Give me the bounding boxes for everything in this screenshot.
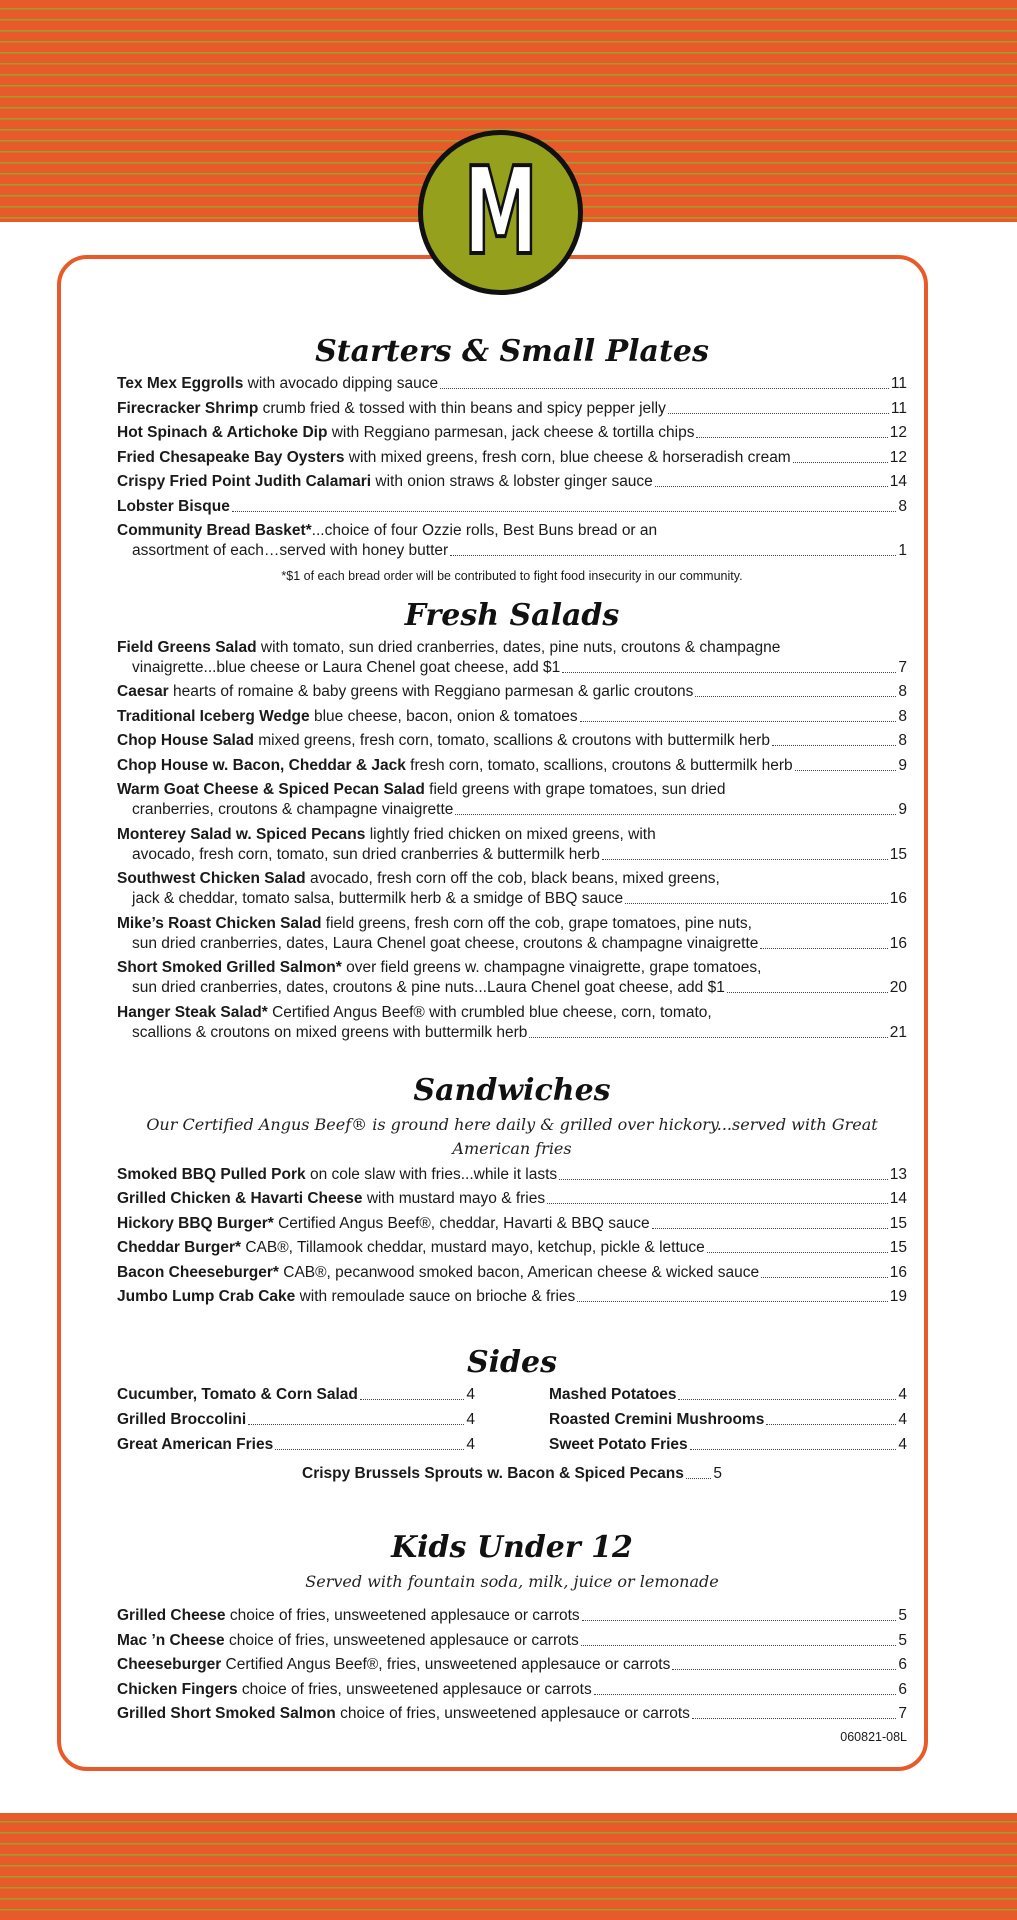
dot-leader	[672, 1655, 896, 1670]
menu-item	[117, 1003, 907, 1043]
item-name: Grilled Chicken & Havarti Cheese	[117, 1190, 363, 1207]
menu-item	[117, 958, 907, 998]
dot-leader	[761, 1263, 888, 1278]
item-name: Fried Chesapeake Bay Oysters	[117, 448, 345, 466]
item-line	[117, 1214, 907, 1234]
item-text	[117, 1410, 246, 1430]
dot-leader	[275, 1435, 464, 1450]
item-line	[549, 1410, 907, 1430]
item-description: avocado, fresh corn, tomato, sun dried cranberries & buttermilk herb	[132, 845, 600, 863]
item-line	[117, 399, 907, 419]
item-description: Certified Angus Beef®, fries, unsweetened applesauce or carrots	[221, 1656, 671, 1673]
menu-code: 060821-08L	[840, 1729, 907, 1744]
menu-item	[117, 1704, 907, 1724]
item-description: crumb fried & tossed with thin beans and spicy pepper jelly	[258, 399, 666, 417]
item-name: Grilled Cheese	[117, 1607, 226, 1624]
sandwiches-section	[117, 1069, 907, 1308]
item-description: avocado, fresh corn off the cob, black beans, mixed greens,	[305, 870, 720, 887]
item-description: choice of fries, unsweetened applesauce or carrots	[224, 1631, 579, 1649]
item-line	[117, 756, 907, 776]
item-line	[117, 958, 907, 978]
item-description: blue cheese, bacon, onion & tomatoes	[309, 707, 578, 725]
item-line	[117, 780, 907, 800]
item-line	[117, 423, 907, 443]
menu-item	[117, 825, 907, 865]
menu-item	[117, 1680, 907, 1700]
item-description: mixed greens, fresh corn, tomato, scallions & croutons with buttermilk herb	[253, 732, 770, 749]
item-line	[117, 1385, 475, 1405]
item-price: 1	[898, 542, 907, 559]
item-line	[117, 541, 907, 561]
item-name: Monterey Salad w. Spiced Pecans	[117, 825, 366, 843]
item-price: 4	[466, 1436, 475, 1453]
item-line	[117, 914, 907, 934]
kids-title: Kids Under 12	[391, 1530, 633, 1565]
sides-section	[117, 1341, 907, 1484]
sides-title: Sides	[466, 1345, 557, 1380]
item-text	[132, 658, 560, 678]
item-description: sun dried cranberries, dates, Laura Chenel goat cheese, croutons & champagne vinaigrette	[132, 934, 759, 952]
item-description: choice of fries, unsweetened applesauce or carrots	[225, 1607, 580, 1624]
item-description: ...choice of four Ozzie rolls, Best Buns bread or an	[311, 522, 658, 539]
menu-item	[117, 423, 907, 443]
item-text	[117, 399, 666, 419]
menu-item	[117, 1631, 907, 1651]
item-description: with onion straws & lobster ginger sauce	[371, 473, 653, 490]
item-name: Field Greens Salad	[117, 638, 257, 656]
item-price: 21	[889, 1023, 907, 1041]
kids-section	[117, 1526, 907, 1745]
item-name: Traditional Iceberg Wedge	[117, 707, 310, 725]
item-name: Grilled Short Smoked Salmon	[117, 1705, 336, 1722]
item-text	[117, 374, 438, 394]
item-line	[117, 1680, 907, 1700]
item-line	[117, 731, 907, 751]
item-price: 4	[466, 1411, 475, 1428]
menu-item	[117, 1435, 475, 1455]
menu-item	[117, 731, 907, 751]
item-name: Community Bread Basket*	[117, 522, 312, 539]
sandwiches-subtitle: Our Certified Angus Beef® is ground here daily & grilled over hickory...served with Great American fries	[146, 1114, 878, 1158]
dot-leader	[695, 682, 896, 697]
sides-grid	[117, 1385, 907, 1460]
dot-leader	[760, 934, 887, 949]
menu-item	[117, 472, 907, 492]
item-text	[117, 731, 770, 751]
item-name: Cheeseburger	[117, 1656, 222, 1673]
item-description: over field greens w. champagne vinaigrette, grape tomatoes,	[341, 959, 762, 976]
menu-item	[117, 1655, 907, 1675]
menu-item	[117, 1287, 907, 1307]
item-line	[117, 934, 907, 954]
sandwiches-title: Sandwiches	[413, 1072, 611, 1108]
menu-item	[117, 1189, 907, 1209]
item-line	[117, 1410, 475, 1430]
dot-leader	[686, 1464, 711, 1479]
item-line	[117, 889, 907, 909]
dot-leader	[529, 1023, 887, 1038]
item-line	[117, 845, 907, 865]
dot-leader	[692, 1704, 896, 1719]
item-price: 5	[898, 1631, 907, 1649]
menu-item	[117, 780, 907, 820]
menu-item	[549, 1435, 907, 1455]
item-description: fresh corn, tomato, scallions, croutons & buttermilk herb	[405, 756, 793, 774]
logo-letter: M	[463, 142, 538, 282]
item-name: Cheddar Burger*	[117, 1239, 242, 1256]
item-name: Chop House w. Bacon, Cheddar & Jack	[117, 756, 406, 774]
item-description: hearts of romaine & baby greens with Reggiano parmesan & garlic croutons	[168, 683, 694, 700]
item-text	[132, 845, 600, 865]
item-name: Lobster Bisque	[117, 497, 230, 515]
item-text	[117, 914, 752, 934]
menu-item	[117, 497, 907, 517]
item-text	[117, 1704, 690, 1724]
item-text	[117, 707, 578, 727]
item-line	[117, 374, 907, 394]
menu-content	[117, 330, 907, 1745]
item-text	[117, 497, 230, 517]
item-name: Mac ’n Cheese	[117, 1631, 225, 1649]
dot-leader	[690, 1435, 897, 1450]
item-price: 5	[713, 1465, 722, 1482]
item-name: Hickory BBQ Burger*	[117, 1214, 274, 1232]
item-line	[117, 978, 907, 998]
item-price: 8	[898, 732, 907, 749]
item-name: Warm Goat Cheese & Spiced Pecan Salad	[117, 781, 425, 798]
kids-subtitle: Served with fountain soda, milk, juice or lemonade	[305, 1572, 719, 1591]
item-text	[549, 1410, 764, 1430]
item-text	[117, 1263, 759, 1283]
item-name: Southwest Chicken Salad	[117, 870, 306, 887]
item-line	[117, 1238, 907, 1258]
item-name: Hot Spinach & Artichoke Dip	[117, 424, 328, 441]
item-price: 16	[889, 1263, 907, 1281]
item-price: 7	[898, 1705, 907, 1722]
item-name: Crispy Fried Point Judith Calamari	[117, 473, 372, 490]
item-description: with mustard mayo & fries	[362, 1190, 546, 1207]
item-price: 15	[889, 845, 907, 863]
menu-item	[117, 1410, 475, 1430]
kids-list	[117, 1606, 907, 1724]
item-description: scallions & croutons on mixed greens with buttermilk herb	[132, 1023, 528, 1041]
item-description: vinaigrette...blue cheese or Laura Chenel goat cheese, add $1	[132, 658, 561, 676]
item-text	[117, 958, 761, 978]
dot-leader	[450, 541, 896, 556]
item-price: 4	[898, 1411, 907, 1428]
dot-leader	[727, 978, 888, 993]
menu-item	[117, 638, 907, 678]
item-description: lightly fried chicken on mixed greens, with	[365, 825, 656, 843]
item-name: Chop House Salad	[117, 732, 254, 749]
item-text	[117, 472, 653, 492]
item-description: assortment of each…served with honey butter	[132, 542, 449, 559]
item-price: 7	[898, 658, 907, 676]
item-text	[117, 1435, 273, 1455]
item-line	[117, 869, 907, 889]
item-text	[132, 889, 623, 909]
item-price: 8	[898, 707, 907, 725]
item-name: Mike’s Roast Chicken Salad	[117, 914, 322, 932]
item-price: 4	[466, 1386, 475, 1403]
item-line	[117, 472, 907, 492]
menu-item	[117, 1214, 907, 1234]
dot-leader	[455, 800, 896, 815]
item-text	[132, 1023, 527, 1043]
item-price: 14	[889, 473, 907, 490]
item-price: 12	[889, 448, 907, 466]
item-line	[117, 521, 907, 541]
menu-item	[117, 448, 907, 468]
menu-item	[302, 1464, 722, 1484]
item-description: with tomato, sun dried cranberries, dates, pine nuts, croutons & champagne	[256, 638, 781, 656]
item-name: Caesar	[117, 683, 169, 700]
item-text	[117, 1003, 712, 1023]
dot-leader	[772, 731, 896, 746]
item-text	[549, 1435, 688, 1455]
item-price: 16	[889, 934, 907, 952]
item-name: Sweet Potato Fries	[549, 1436, 688, 1453]
item-description: sun dried cranberries, dates, croutons & pine nuts...Laura Chenel goat cheese, add $1	[132, 979, 725, 996]
item-description: field greens, fresh corn off the cob, grape tomatoes, pine nuts,	[321, 914, 752, 932]
menu-item	[117, 521, 907, 561]
item-text	[117, 1606, 580, 1626]
bread-donation-note: *$1 of each bread order will be contributed to fight food insecurity in our community.	[281, 568, 743, 583]
item-name: Short Smoked Grilled Salmon*	[117, 959, 342, 976]
dot-leader	[232, 497, 897, 512]
dot-leader	[594, 1680, 897, 1695]
item-price: 6	[898, 1656, 907, 1673]
item-description: on cole slaw with fries...while it lasts	[305, 1165, 558, 1183]
item-name: Firecracker Shrimp	[117, 399, 259, 417]
sides-right-column	[549, 1385, 907, 1460]
item-line	[117, 1003, 907, 1023]
item-price: 6	[898, 1680, 907, 1698]
item-line	[117, 638, 907, 658]
menu-item	[117, 707, 907, 727]
menu-item	[117, 374, 907, 394]
item-text	[132, 978, 725, 998]
item-line	[117, 658, 907, 678]
dot-leader	[652, 1214, 888, 1229]
menu-item	[549, 1385, 907, 1405]
dot-leader	[696, 423, 887, 438]
item-description: Certified Angus Beef® with crumbled blue cheese, corn, tomato,	[267, 1003, 712, 1021]
item-line	[117, 707, 907, 727]
dot-leader	[582, 1606, 897, 1621]
item-price: 15	[889, 1239, 907, 1256]
item-line	[117, 1631, 907, 1651]
item-text	[117, 423, 694, 443]
item-name: Mashed Potatoes	[549, 1386, 677, 1403]
item-line	[117, 1023, 907, 1043]
item-price: 20	[889, 979, 907, 996]
dot-leader	[360, 1385, 465, 1400]
item-text	[117, 1238, 705, 1258]
item-line	[549, 1435, 907, 1455]
dot-leader	[562, 658, 896, 673]
sides-left-column	[117, 1385, 475, 1460]
item-description: CAB®, pecanwood smoked bacon, American cheese & wicked sauce	[278, 1263, 760, 1281]
item-line	[117, 825, 907, 845]
dot-leader	[678, 1385, 896, 1400]
item-name: Smoked BBQ Pulled Pork	[117, 1165, 306, 1183]
dot-leader	[766, 1410, 896, 1425]
dot-leader	[602, 845, 888, 860]
item-line	[117, 448, 907, 468]
item-price: 12	[889, 424, 907, 441]
dot-leader	[248, 1410, 464, 1425]
item-description: Certified Angus Beef®, cheddar, Havarti & BBQ sauce	[273, 1214, 650, 1232]
item-price: 4	[898, 1436, 907, 1453]
dot-leader	[625, 889, 888, 904]
item-line	[117, 1704, 907, 1724]
item-text	[549, 1385, 676, 1405]
menu-item	[117, 756, 907, 776]
item-description: choice of fries, unsweetened applesauce or carrots	[237, 1680, 592, 1698]
item-text	[117, 1385, 358, 1405]
item-price: 4	[898, 1386, 907, 1403]
item-text	[117, 1680, 592, 1700]
item-text	[117, 825, 656, 845]
item-text	[132, 800, 453, 820]
item-name: Jumbo Lump Crab Cake	[117, 1288, 296, 1305]
item-description: with remoulade sauce on brioche & fries	[295, 1288, 576, 1305]
salads-section	[117, 594, 907, 1043]
dot-leader	[795, 756, 897, 771]
menu-item	[117, 1263, 907, 1283]
item-price: 19	[889, 1288, 907, 1305]
dot-leader	[581, 1631, 897, 1646]
item-text	[117, 756, 793, 776]
item-description: field greens with grape tomatoes, sun dried	[424, 781, 726, 798]
item-line	[117, 1435, 475, 1455]
item-price: 11	[890, 399, 907, 417]
item-price: 13	[889, 1165, 907, 1183]
item-line	[117, 1606, 907, 1626]
menu-item	[549, 1410, 907, 1430]
item-description: CAB®, Tillamook cheddar, mustard mayo, ketchup, pickle & lettuce	[241, 1239, 705, 1256]
dot-leader	[547, 1189, 888, 1204]
item-price: 9	[898, 801, 907, 818]
item-text	[117, 638, 780, 658]
item-description: with avocado dipping sauce	[243, 375, 439, 392]
item-text	[117, 1287, 575, 1307]
item-price: 15	[889, 1214, 907, 1232]
item-line	[117, 497, 907, 517]
menu-item	[117, 1385, 475, 1405]
item-name: Great American Fries	[117, 1436, 274, 1453]
item-price: 8	[898, 683, 907, 700]
item-description: with mixed greens, fresh corn, blue cheese & horseradish cream	[344, 448, 791, 466]
item-text	[117, 682, 693, 702]
menu-item	[117, 869, 907, 909]
item-line	[117, 1189, 907, 1209]
item-name: Tex Mex Eggrolls	[117, 375, 244, 392]
item-name: Chicken Fingers	[117, 1680, 238, 1698]
item-line	[117, 800, 907, 820]
salads-list	[117, 638, 907, 1043]
dot-leader	[559, 1165, 888, 1180]
item-description: cranberries, croutons & champagne vinaigrette	[132, 801, 454, 818]
menu-item	[117, 1165, 907, 1185]
item-price: 16	[889, 890, 907, 907]
dot-leader	[707, 1238, 888, 1253]
item-name: Grilled Broccolini	[117, 1411, 247, 1428]
menu-item	[117, 1238, 907, 1258]
salads-title: Fresh Salads	[404, 597, 620, 633]
item-text	[117, 521, 657, 541]
dot-leader	[668, 399, 889, 414]
item-text	[132, 934, 758, 954]
menu-item	[117, 1606, 907, 1626]
item-text	[117, 780, 726, 800]
item-description: jack & cheddar, tomato salsa, buttermilk herb & a smidge of BBQ sauce	[132, 890, 624, 907]
dot-leader	[793, 448, 888, 463]
menu-item	[117, 399, 907, 419]
item-line	[117, 682, 907, 702]
item-text	[132, 541, 448, 561]
item-name: Cucumber, Tomato & Corn Salad	[117, 1386, 358, 1403]
item-description: choice of fries, unsweetened applesauce or carrots	[335, 1705, 690, 1722]
item-description: with Reggiano parmesan, jack cheese & tortilla chips	[327, 424, 695, 441]
item-text	[117, 1214, 650, 1234]
item-price: 14	[889, 1190, 907, 1207]
bottom-stripe-band	[0, 1813, 1017, 1920]
item-text	[117, 1655, 670, 1675]
item-text	[117, 448, 791, 468]
item-text	[117, 1631, 579, 1651]
item-line	[117, 1165, 907, 1185]
item-line	[117, 1263, 907, 1283]
menu-item	[117, 914, 907, 954]
starters-section	[117, 330, 907, 586]
item-name: Roasted Cremini Mushrooms	[549, 1411, 765, 1428]
dot-leader	[580, 707, 897, 722]
item-line	[549, 1385, 907, 1405]
starters-list	[117, 374, 907, 561]
sandwiches-list	[117, 1165, 907, 1308]
restaurant-logo	[418, 130, 583, 295]
item-name: Bacon Cheeseburger*	[117, 1263, 279, 1281]
starters-title: Starters & Small Plates	[315, 334, 709, 369]
item-price: 9	[898, 756, 907, 774]
item-price: 11	[890, 375, 907, 392]
item-price: 8	[898, 497, 907, 515]
item-text	[117, 869, 720, 889]
menu-item	[117, 682, 907, 702]
item-line	[117, 1287, 907, 1307]
item-name: Hanger Steak Salad*	[117, 1003, 268, 1021]
dot-leader	[577, 1287, 887, 1302]
item-name: Crispy Brussels Sprouts w. Bacon & Spiced Pecans	[302, 1465, 684, 1482]
dot-leader	[655, 472, 888, 487]
item-price: 5	[898, 1607, 907, 1624]
item-text	[117, 1189, 545, 1209]
item-text	[117, 1165, 557, 1185]
dot-leader	[440, 374, 889, 389]
item-line	[117, 1655, 907, 1675]
